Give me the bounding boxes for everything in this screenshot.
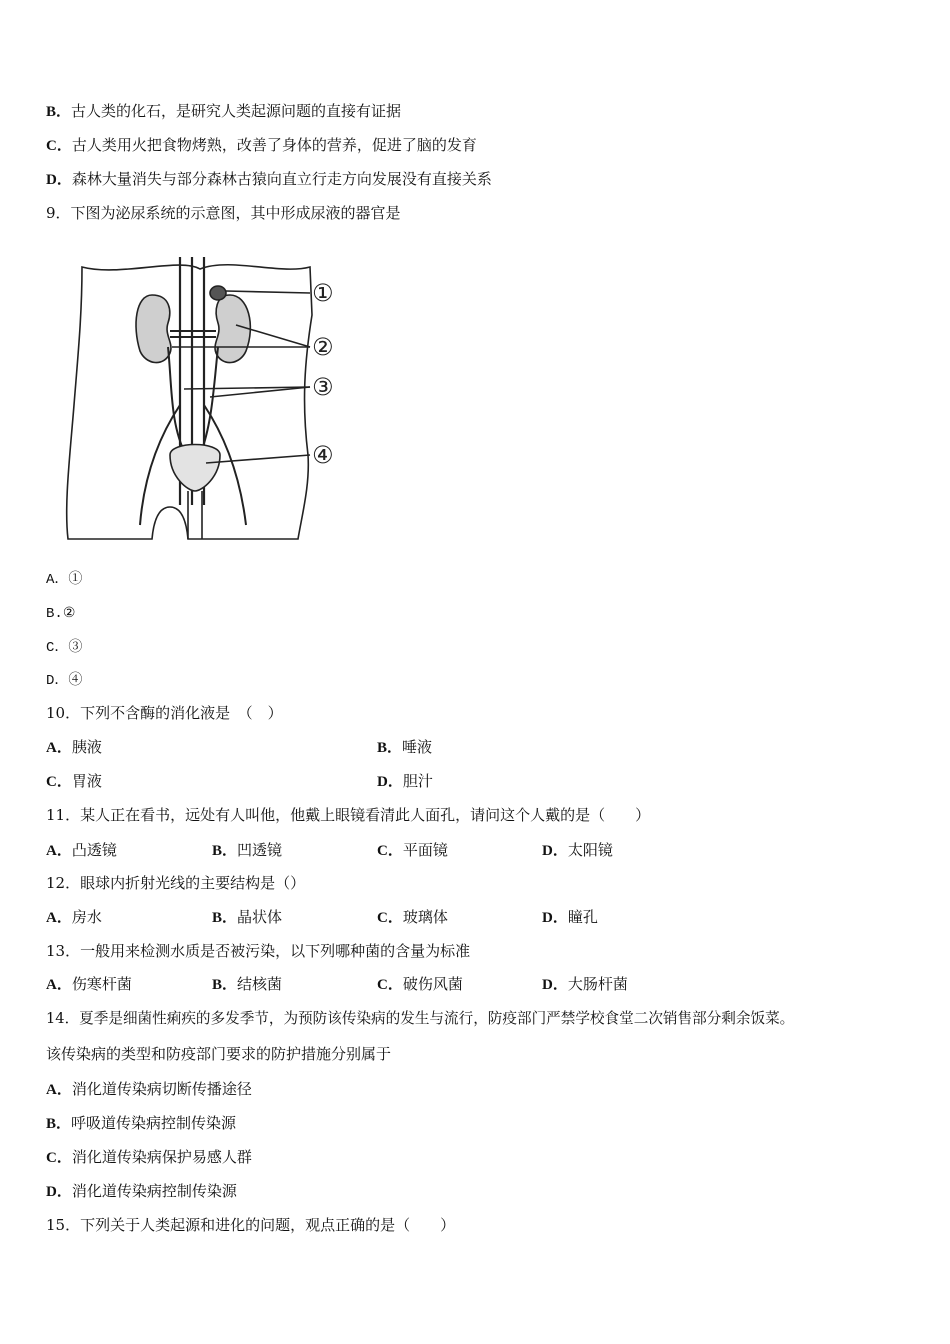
option-label: C． [46, 138, 72, 154]
option-label: D． [46, 172, 72, 188]
q10-option-b [377, 736, 432, 759]
q12-stem: 12．眼球内折射光线的主要结构是（） [46, 874, 306, 892]
option-label: B. [46, 606, 63, 622]
q13-option-d [542, 973, 628, 996]
option-text: ④ [68, 673, 83, 689]
option-text: 胰液 [71, 738, 102, 756]
q11-option-c [377, 839, 448, 862]
q13-stem: 13．一般用来检测水质是否被污染，以下列哪种菌的含量为标准 [46, 942, 471, 960]
option-text: 消化道传染病切断传播途径 [71, 1080, 252, 1098]
q10-option-a [46, 736, 102, 759]
option-label: A． [46, 1082, 72, 1098]
option-text: 古人类用火把食物烤熟，改善了身体的营养，促进了脑的发育 [71, 136, 477, 154]
option-text: 瞳孔 [567, 908, 598, 926]
option-label: C． [46, 1150, 72, 1166]
q14-option-d [46, 1180, 237, 1203]
option-label: C． [46, 774, 72, 790]
q14-stem-line2: 该传染病的类型和防疫部门要求的防护措施分别属于 [46, 1045, 392, 1063]
option-text: 大肠杆菌 [567, 975, 628, 993]
option-text: 唾液 [402, 738, 433, 756]
q13-option-b [212, 973, 282, 996]
option-text: 胆汁 [402, 772, 433, 790]
q12-option-d [542, 906, 598, 929]
option-label: C． [377, 843, 403, 859]
option-text: 消化道传染病控制传染源 [71, 1182, 237, 1200]
option-label: B． [212, 910, 238, 926]
option-text: ① [68, 572, 83, 588]
q8-option-d [46, 168, 492, 191]
option-label: A． [46, 977, 72, 993]
option-text: 房水 [71, 908, 102, 926]
q12-option-a [46, 906, 102, 929]
option-text: 凹透镜 [237, 841, 283, 859]
q9-option-b [46, 603, 75, 625]
q9-option-a [46, 569, 82, 591]
option-text: 平面镜 [402, 841, 448, 859]
option-label: B． [212, 843, 238, 859]
option-label: A． [46, 740, 72, 756]
urinary-system-diagram [60, 255, 350, 545]
figure-label-2: ② [312, 333, 334, 361]
q14-option-b [46, 1112, 236, 1135]
option-label: D． [542, 843, 568, 859]
q11-option-d [542, 839, 613, 862]
option-label: B． [46, 104, 72, 120]
option-text: 破伤风菌 [402, 975, 463, 993]
urinary-system-svg [60, 255, 350, 545]
option-label: B． [212, 977, 238, 993]
option-text: 古人类的化石，是研究人类起源问题的直接有证据 [71, 102, 402, 120]
option-label: D． [46, 1184, 72, 1200]
option-text: ③ [68, 640, 83, 656]
q13-option-a [46, 973, 132, 996]
q10-option-d [377, 770, 433, 793]
q14-stem-line1: 14．夏季是细菌性痢疾的多发季节，为预防该传染病的发生与流行，防疫部门严禁学校食堂二次销售部分剩余饭菜。 [46, 1010, 795, 1027]
q11-option-a [46, 839, 117, 862]
option-label: D． [377, 774, 403, 790]
option-text: 晶状体 [237, 908, 283, 926]
q9-stem: 9．下图为泌尿系统的示意图，其中形成尿液的器官是 [46, 204, 401, 222]
option-text: 玻璃体 [402, 908, 448, 926]
option-label: C． [46, 640, 69, 656]
option-text: 结核菌 [237, 975, 283, 993]
option-text: 凸透镜 [71, 841, 117, 859]
figure-label-4: ④ [312, 441, 334, 469]
q15-stem: 15．下列关于人类起源和进化的问题，观点正确的是（ ） [46, 1216, 456, 1234]
option-label: C． [377, 910, 403, 926]
option-label: D． [542, 977, 568, 993]
option-label: A． [46, 572, 69, 588]
q11-stem: 11．某人正在看书，远处有人叫他，他戴上眼镜看清此人面孔，请问这个人戴的是（ ） [46, 806, 651, 824]
option-text: 呼吸道传染病控制传染源 [71, 1114, 237, 1132]
q11-option-b [212, 839, 282, 862]
q14-option-a [46, 1078, 252, 1101]
q13-option-c [377, 973, 463, 996]
option-label: B． [377, 740, 403, 756]
q10-option-c [46, 770, 102, 793]
q12-option-c [377, 906, 448, 929]
option-text: 森林大量消失与部分森林古猿向直立行走方向发展没有直接关系 [71, 170, 492, 188]
q10-stem: 10．下列不含酶的消化液是 （ ） [46, 704, 283, 722]
q12-option-b [212, 906, 282, 929]
option-label: D． [542, 910, 568, 926]
option-text: 消化道传染病保护易感人群 [71, 1148, 252, 1166]
option-label: C． [377, 977, 403, 993]
option-label: D． [46, 673, 69, 689]
figure-label-1: ① [312, 279, 334, 307]
q9-option-c [46, 637, 82, 659]
option-text: 伤寒杆菌 [71, 975, 132, 993]
option-label: A． [46, 910, 72, 926]
option-text: 胃液 [71, 772, 102, 790]
q8-option-c [46, 134, 477, 157]
q9-option-d [46, 670, 82, 692]
option-text: 太阳镜 [567, 841, 613, 859]
option-label: A． [46, 843, 72, 859]
option-text: ② [62, 606, 76, 622]
q14-option-c [46, 1146, 252, 1169]
q8-option-b [46, 100, 401, 123]
figure-label-3: ③ [312, 373, 334, 401]
option-label: B． [46, 1116, 72, 1132]
